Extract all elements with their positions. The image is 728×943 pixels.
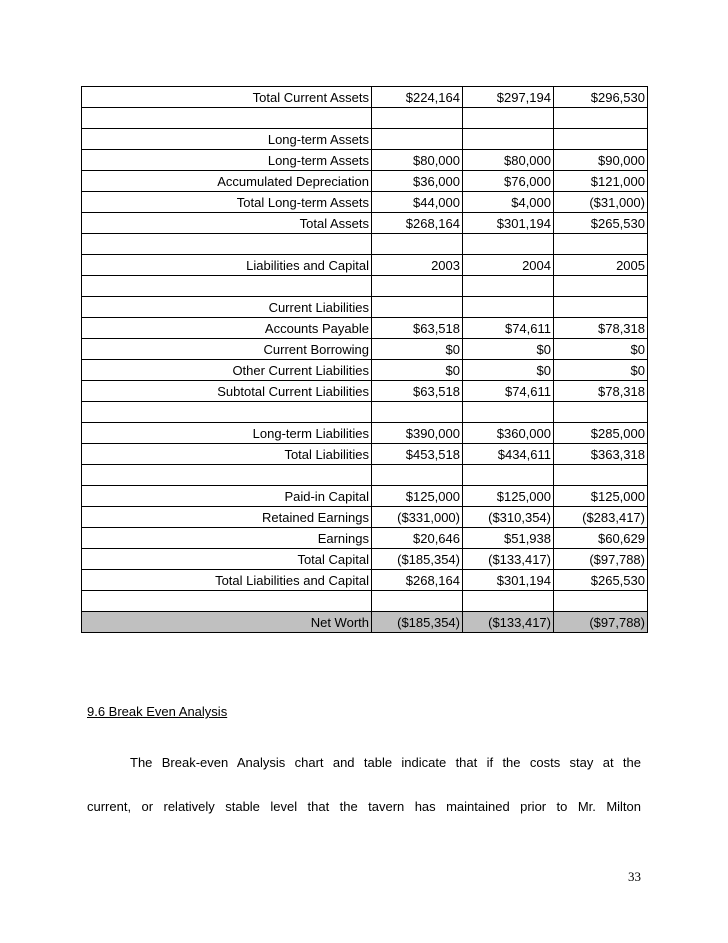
balance-sheet-table bbox=[81, 86, 648, 633]
row-label: Total Liabilities bbox=[82, 444, 372, 465]
row-label: Current Liabilities bbox=[82, 297, 372, 318]
cell-value-2: $301,194 bbox=[463, 213, 554, 234]
cell-value-3 bbox=[554, 402, 648, 423]
cell-value-3: 2005 bbox=[554, 255, 648, 276]
cell-value-3: $265,530 bbox=[554, 213, 648, 234]
table-row bbox=[82, 171, 648, 192]
row-label: Other Current Liabilities bbox=[82, 360, 372, 381]
table-row bbox=[82, 444, 648, 465]
row-label bbox=[82, 465, 372, 486]
cell-value-2 bbox=[463, 129, 554, 150]
cell-value-3: ($97,788) bbox=[554, 612, 648, 633]
row-label: Earnings bbox=[82, 528, 372, 549]
cell-value-1: $20,646 bbox=[372, 528, 463, 549]
cell-value-1: 2003 bbox=[372, 255, 463, 276]
cell-value-2 bbox=[463, 276, 554, 297]
cell-value-3: $60,629 bbox=[554, 528, 648, 549]
cell-value-2 bbox=[463, 402, 554, 423]
table-row bbox=[82, 192, 648, 213]
cell-value-3: $0 bbox=[554, 360, 648, 381]
cell-value-1: ($331,000) bbox=[372, 507, 463, 528]
cell-value-1: $224,164 bbox=[372, 87, 463, 108]
row-label bbox=[82, 276, 372, 297]
table-row bbox=[82, 402, 648, 423]
row-label bbox=[82, 234, 372, 255]
cell-value-2 bbox=[463, 234, 554, 255]
cell-value-1: $44,000 bbox=[372, 192, 463, 213]
table-row bbox=[82, 612, 648, 633]
cell-value-3: $296,530 bbox=[554, 87, 648, 108]
cell-value-2: $80,000 bbox=[463, 150, 554, 171]
table-row bbox=[82, 234, 648, 255]
cell-value-2: $125,000 bbox=[463, 486, 554, 507]
cell-value-1 bbox=[372, 465, 463, 486]
table-row bbox=[82, 255, 648, 276]
table-row bbox=[82, 570, 648, 591]
cell-value-1: $36,000 bbox=[372, 171, 463, 192]
table-row bbox=[82, 129, 648, 150]
row-label bbox=[82, 591, 372, 612]
row-label: Accumulated Depreciation bbox=[82, 171, 372, 192]
table-row bbox=[82, 423, 648, 444]
cell-value-1: $0 bbox=[372, 360, 463, 381]
row-label: Total Capital bbox=[82, 549, 372, 570]
row-label: Total Current Assets bbox=[82, 87, 372, 108]
cell-value-2: $4,000 bbox=[463, 192, 554, 213]
table-row bbox=[82, 276, 648, 297]
table-row bbox=[82, 591, 648, 612]
cell-value-1: $80,000 bbox=[372, 150, 463, 171]
row-label: Total Long-term Assets bbox=[82, 192, 372, 213]
cell-value-2 bbox=[463, 591, 554, 612]
cell-value-1: $453,518 bbox=[372, 444, 463, 465]
cell-value-2: ($133,417) bbox=[463, 549, 554, 570]
cell-value-3 bbox=[554, 108, 648, 129]
row-label bbox=[82, 108, 372, 129]
cell-value-1 bbox=[372, 108, 463, 129]
cell-value-1: $390,000 bbox=[372, 423, 463, 444]
table-row bbox=[82, 381, 648, 402]
cell-value-3 bbox=[554, 129, 648, 150]
row-label: Accounts Payable bbox=[82, 318, 372, 339]
cell-value-1 bbox=[372, 129, 463, 150]
cell-value-2: $74,611 bbox=[463, 318, 554, 339]
cell-value-2: $360,000 bbox=[463, 423, 554, 444]
cell-value-2 bbox=[463, 108, 554, 129]
cell-value-1: $63,518 bbox=[372, 318, 463, 339]
table-row bbox=[82, 528, 648, 549]
section-heading: 9.6 Break Even Analysis bbox=[87, 704, 228, 719]
cell-value-2: $0 bbox=[463, 339, 554, 360]
cell-value-1 bbox=[372, 591, 463, 612]
cell-value-2: $51,938 bbox=[463, 528, 554, 549]
cell-value-3 bbox=[554, 591, 648, 612]
cell-value-1: $63,518 bbox=[372, 381, 463, 402]
cell-value-2: $434,611 bbox=[463, 444, 554, 465]
cell-value-1: ($185,354) bbox=[372, 549, 463, 570]
cell-value-1 bbox=[372, 297, 463, 318]
table-row bbox=[82, 213, 648, 234]
table-row bbox=[82, 465, 648, 486]
row-label: Total Liabilities and Capital bbox=[82, 570, 372, 591]
cell-value-3: $363,318 bbox=[554, 444, 648, 465]
cell-value-3 bbox=[554, 297, 648, 318]
row-label: Retained Earnings bbox=[82, 507, 372, 528]
cell-value-2: 2004 bbox=[463, 255, 554, 276]
cell-value-2: $0 bbox=[463, 360, 554, 381]
cell-value-2: $297,194 bbox=[463, 87, 554, 108]
row-label: Long-term Liabilities bbox=[82, 423, 372, 444]
paragraph-line: The Break-even Analysis chart and table indicate that if the costs stay at the bbox=[130, 755, 641, 770]
cell-value-3: $0 bbox=[554, 339, 648, 360]
paragraph-line: current, or relatively stable level that the tavern has maintained prior to Mr. Milton bbox=[87, 799, 641, 814]
cell-value-3 bbox=[554, 276, 648, 297]
row-label: Net Worth bbox=[82, 612, 372, 633]
table-row bbox=[82, 360, 648, 381]
row-label: Long-term Assets bbox=[82, 150, 372, 171]
row-label: Long-term Assets bbox=[82, 129, 372, 150]
cell-value-1 bbox=[372, 402, 463, 423]
cell-value-3: $78,318 bbox=[554, 381, 648, 402]
table-row bbox=[82, 297, 648, 318]
cell-value-3: ($97,788) bbox=[554, 549, 648, 570]
row-label bbox=[82, 402, 372, 423]
cell-value-2: $301,194 bbox=[463, 570, 554, 591]
cell-value-1 bbox=[372, 234, 463, 255]
cell-value-3: $285,000 bbox=[554, 423, 648, 444]
cell-value-1 bbox=[372, 276, 463, 297]
cell-value-3 bbox=[554, 465, 648, 486]
cell-value-1: $125,000 bbox=[372, 486, 463, 507]
table-row bbox=[82, 339, 648, 360]
table-row bbox=[82, 150, 648, 171]
row-label: Current Borrowing bbox=[82, 339, 372, 360]
cell-value-3: $121,000 bbox=[554, 171, 648, 192]
cell-value-3 bbox=[554, 234, 648, 255]
table-row bbox=[82, 486, 648, 507]
cell-value-2 bbox=[463, 465, 554, 486]
table-row bbox=[82, 318, 648, 339]
cell-value-1: $268,164 bbox=[372, 570, 463, 591]
table-row bbox=[82, 87, 648, 108]
row-label: Total Assets bbox=[82, 213, 372, 234]
cell-value-3: ($283,417) bbox=[554, 507, 648, 528]
cell-value-3: $78,318 bbox=[554, 318, 648, 339]
table-row bbox=[82, 108, 648, 129]
cell-value-2: ($310,354) bbox=[463, 507, 554, 528]
cell-value-3: $265,530 bbox=[554, 570, 648, 591]
table-row bbox=[82, 549, 648, 570]
row-label: Subtotal Current Liabilities bbox=[82, 381, 372, 402]
cell-value-2: ($133,417) bbox=[463, 612, 554, 633]
cell-value-2 bbox=[463, 297, 554, 318]
cell-value-2: $74,611 bbox=[463, 381, 554, 402]
page-number: 33 bbox=[628, 869, 641, 884]
balance-sheet-body bbox=[82, 87, 648, 633]
table-row bbox=[82, 507, 648, 528]
cell-value-1: ($185,354) bbox=[372, 612, 463, 633]
cell-value-3: $90,000 bbox=[554, 150, 648, 171]
row-label: Paid-in Capital bbox=[82, 486, 372, 507]
cell-value-3: ($31,000) bbox=[554, 192, 648, 213]
cell-value-1: $268,164 bbox=[372, 213, 463, 234]
cell-value-2: $76,000 bbox=[463, 171, 554, 192]
cell-value-3: $125,000 bbox=[554, 486, 648, 507]
cell-value-1: $0 bbox=[372, 339, 463, 360]
row-label: Liabilities and Capital bbox=[82, 255, 372, 276]
